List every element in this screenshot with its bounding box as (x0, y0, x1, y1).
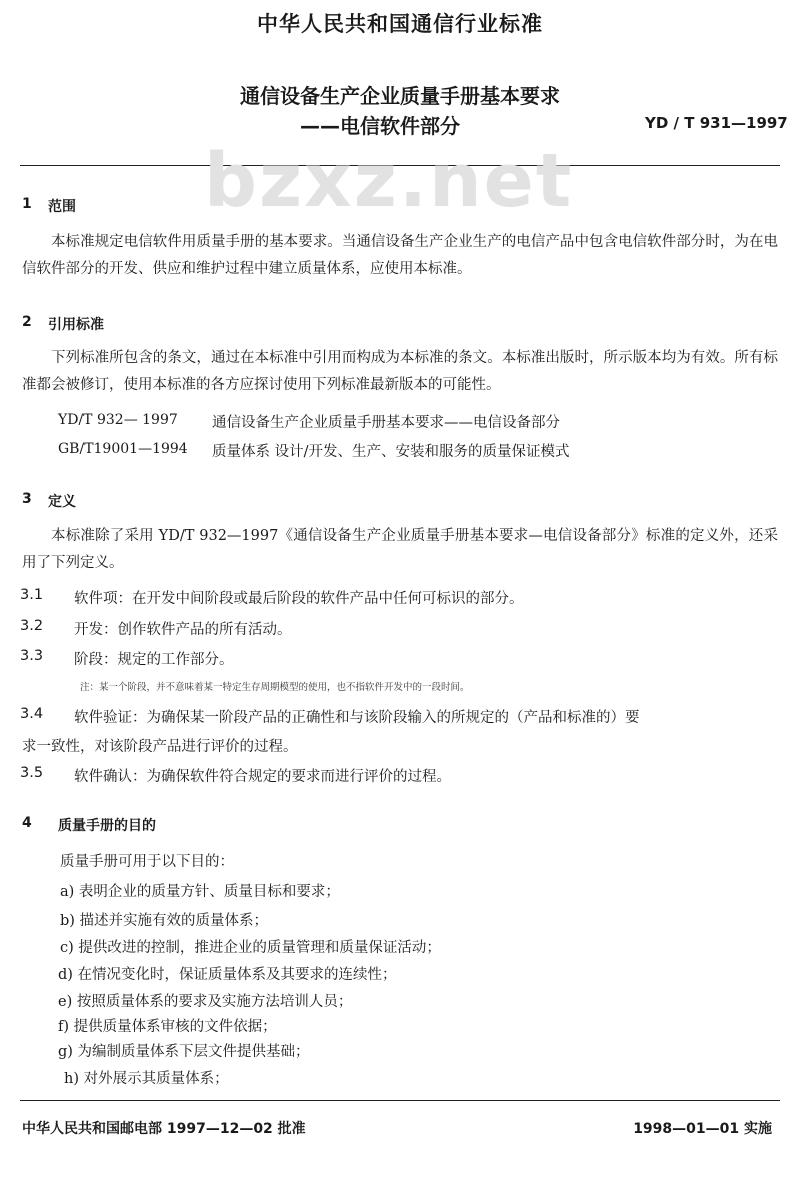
list-item: f) 提供质量体系审核的文件依据； (58, 1019, 277, 1035)
document-subtitle: ——电信软件部分 (300, 114, 460, 138)
clause-number: 3.4 (20, 706, 44, 722)
section-1-paragraph: 本标准规定电信软件用质量手册的基本要求。当通信设备生产企业生产的电信产品中包含电信软件部分时，为在电信软件部分的开发、供应和维护过程中建立质量体系，应使用本标准。 (22, 234, 778, 277)
section-2-number: 2 (22, 314, 32, 330)
document-title: 通信设备生产企业质量手册基本要求 (240, 84, 560, 108)
section-4-number: 4 (22, 815, 32, 831)
section-1-title: 范围 (48, 199, 76, 215)
note: 注：某一个阶段，并不意味着某一特定生存周期模型的使用，也不指软件开发中的一段时间。 (80, 682, 470, 693)
section-4-intro: 质量手册可用于以下目的： (60, 854, 234, 870)
list-item: g) 为编制质量体系下层文件提供基础； (58, 1044, 310, 1060)
list-item: c) 提供改进的控制，推进企业的质量管理和质量保证活动； (60, 940, 441, 956)
ref-code: YD/T 932— 1997 (58, 412, 178, 428)
section-1-number: 1 (22, 196, 32, 212)
issuer-approval: 中华人民共和国邮电部 1997—12—02 批准 (22, 1121, 306, 1137)
list-item: b) 描述并实施有效的质量体系； (60, 913, 269, 929)
ref-title: 通信设备生产企业质量手册基本要求——电信设备部分 (212, 415, 560, 431)
clause-number: 3.2 (20, 618, 44, 634)
section-3-title: 定义 (48, 494, 76, 510)
clause-text: 阶段：规定的工作部分。 (74, 652, 234, 668)
ref-title: 质量体系 设计/开发、生产、安装和服务的质量保证模式 (212, 444, 570, 460)
list-item: e) 按照质量体系的要求及实施方法培训人员； (58, 994, 353, 1010)
list-item: h) 对外展示其质量体系； (64, 1071, 229, 1087)
clause-text: 软件验证：为确保某一阶段产品的正确性和与该阶段输入的所规定的（产品和标准的）要 (74, 710, 640, 726)
standard-code: YD / T 931—1997 (645, 114, 788, 132)
list-item: d) 在情况变化时，保证质量体系及其要求的连续性； (58, 967, 397, 983)
clause-number: 3.1 (20, 587, 44, 603)
section-4-title: 质量手册的目的 (58, 818, 156, 834)
list-item: a) 表明企业的质量方针、质量目标和要求； (60, 884, 340, 900)
clause-text: 软件确认：为确保软件符合规定的要求而进行评价的过程。 (74, 769, 451, 785)
footer-rule (20, 1100, 780, 1101)
section-2-title: 引用标准 (48, 317, 104, 333)
clause-number: 3.3 (20, 648, 44, 664)
clause-text-continued: 求一致性，对该阶段产品进行评价的过程。 (22, 739, 298, 755)
section-3-paragraph: 本标准除了采用 YD/T 932—1997《通信设备生产企业质量手册基本要求—电信设备部分》标准的定义外，还采用了下列定义。 (22, 528, 778, 571)
clause-text: 软件项：在开发中间阶段或最后阶段的软件产品中任何可标识的部分。 (74, 591, 524, 607)
section-3-number: 3 (22, 491, 32, 507)
effective-date: 1998—01—01 实施 (633, 1121, 772, 1137)
watermark: bzxz.net (204, 138, 574, 224)
section-2-paragraph: 下列标准所包含的条文，通过在本标准中引用而构成为本标准的条文。本标准出版时，所示版本均为有效。所有标准都会被修订，使用本标准的各方应探讨使用下列标准最新版本的可能性。 (22, 350, 778, 393)
ref-code: GB/T19001—1994 (58, 441, 188, 457)
clause-number: 3.5 (20, 765, 44, 781)
clause-text: 开发：创作软件产品的所有活动。 (74, 622, 292, 638)
standard-category: 中华人民共和国通信行业标准 (257, 12, 543, 36)
